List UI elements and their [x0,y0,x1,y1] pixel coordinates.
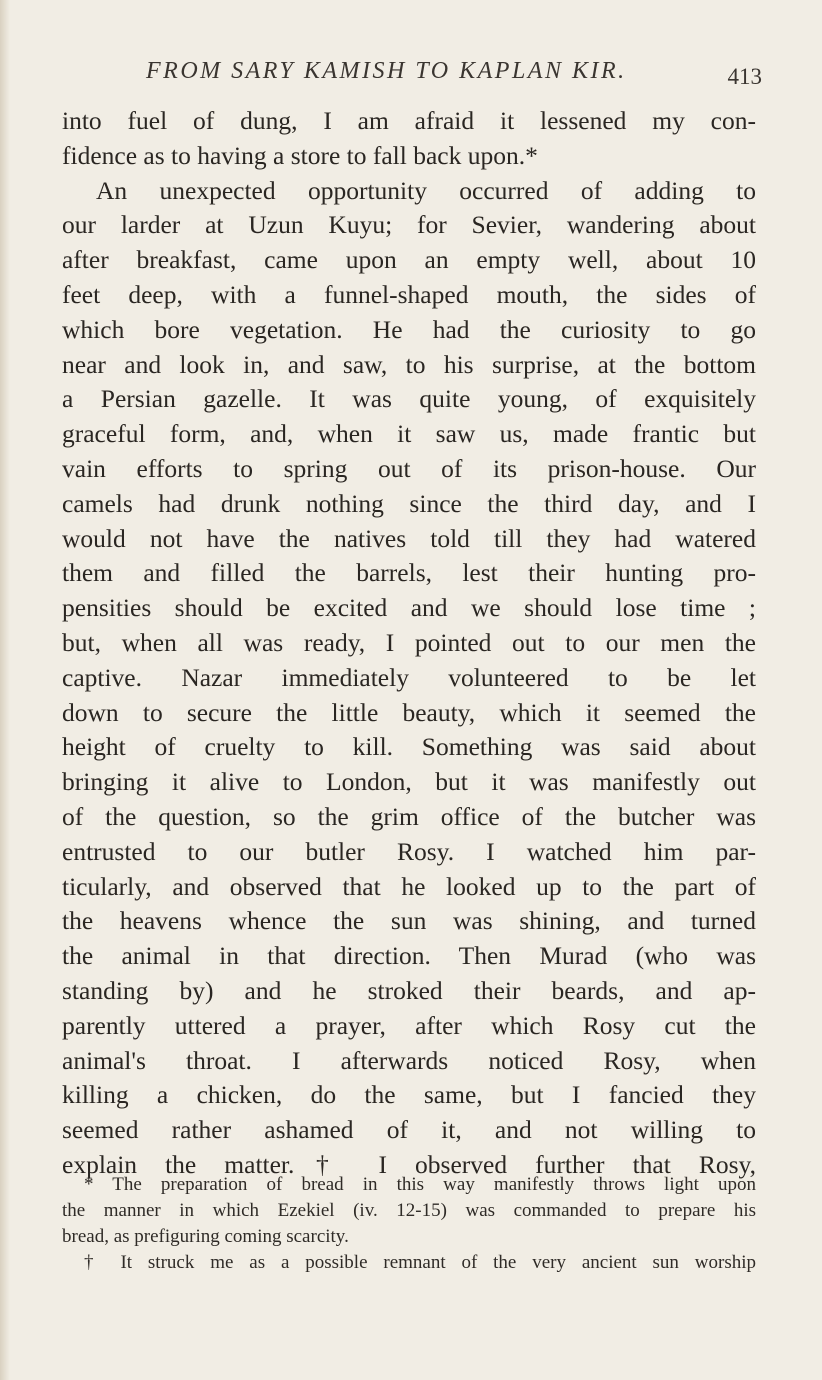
text-line: our larder at Uzun Kuyu; for Sevier, wandering about [62,210,756,240]
text-line: into fuel of dung, I am afraid it lessened my con- [62,106,756,135]
text-line: pensities should be excited and we should lose time ; [62,593,756,623]
running-head [62,58,762,92]
footnote-line: bread, as prefiguring coming scarcity. [62,1226,349,1247]
text-line: seemed rather ashamed of it, and not willing to [62,1115,756,1145]
text-line: the animal in that direction. Then Murad (who was [62,941,756,971]
page-number: 413 [727,64,762,89]
text-line: but, when all was ready, I pointed out to our men the [62,627,756,657]
text-line: vain efforts to spring out of its prison-house. Our [62,453,756,483]
text-line: the heavens whence the sun was shining, and turned [62,906,756,936]
text-line: of the question, so the grim office of the butcher was [62,801,756,831]
text-line: captive. Nazar immediately volunteered to be let [62,662,756,692]
text-line: near and look in, and saw, to his surprise, at the bottom [62,349,756,379]
body-text [62,104,756,1183]
text-line: a Persian gazelle. It was quite young, of exquisitely [62,384,756,414]
text-line: killing a chicken, do the same, but I fancied they [62,1080,756,1110]
text-line: would not have the natives told till they had watered [62,523,756,553]
text-line: after breakfast, came upon an empty well, about 10 [62,245,756,275]
text-line: down to secure the little beauty, which it seemed the [62,697,756,727]
text-line: explain the matter.† I observed further that Rosy, [62,1149,756,1179]
text-line: animal's throat. I afterwards noticed Rosy, when [62,1045,756,1075]
running-title: FROM SARY KAMISH TO KAPLAN KIR. [146,58,627,84]
footnote-line: † It struck me as a possible remnant of the very ancient sun worship [84,1252,756,1273]
text-line: feet deep, with a funnel-shaped mouth, the sides of [62,279,756,309]
text-line: fidence as to having a store to fall back upon.* [62,140,538,170]
text-line: ticularly, and observed that he looked up to the part of [62,871,756,901]
text-line: An unexpected opportunity occurred of adding to [96,175,756,205]
footnote-line: the manner in which Ezekiel (iv. 12-15) was commanded to prepare his [62,1200,756,1221]
text-line: parently uttered a prayer, after which Rosy cut the [62,1010,756,1040]
footnotes [62,1172,756,1276]
text-line: standing by) and he stroked their beards, and ap- [62,975,756,1005]
text-line: entrusted to our butler Rosy. I watched him par- [62,836,756,866]
page-edge-shadow [0,0,10,1380]
text-line: them and filled the barrels, lest their hunting pro- [62,558,756,588]
footnote-line: * The preparation of bread in this way manifestly throws light upon [84,1174,756,1195]
text-line: camels had drunk nothing since the third day, and I [62,488,756,518]
text-line: which bore vegetation. He had the curiosity to go [62,314,756,344]
text-line: graceful form, and, when it saw us, made frantic but [62,419,756,449]
text-line: bringing it alive to London, but it was manifestly out [62,767,756,797]
text-line: height of cruelty to kill. Something was said about [62,732,756,762]
